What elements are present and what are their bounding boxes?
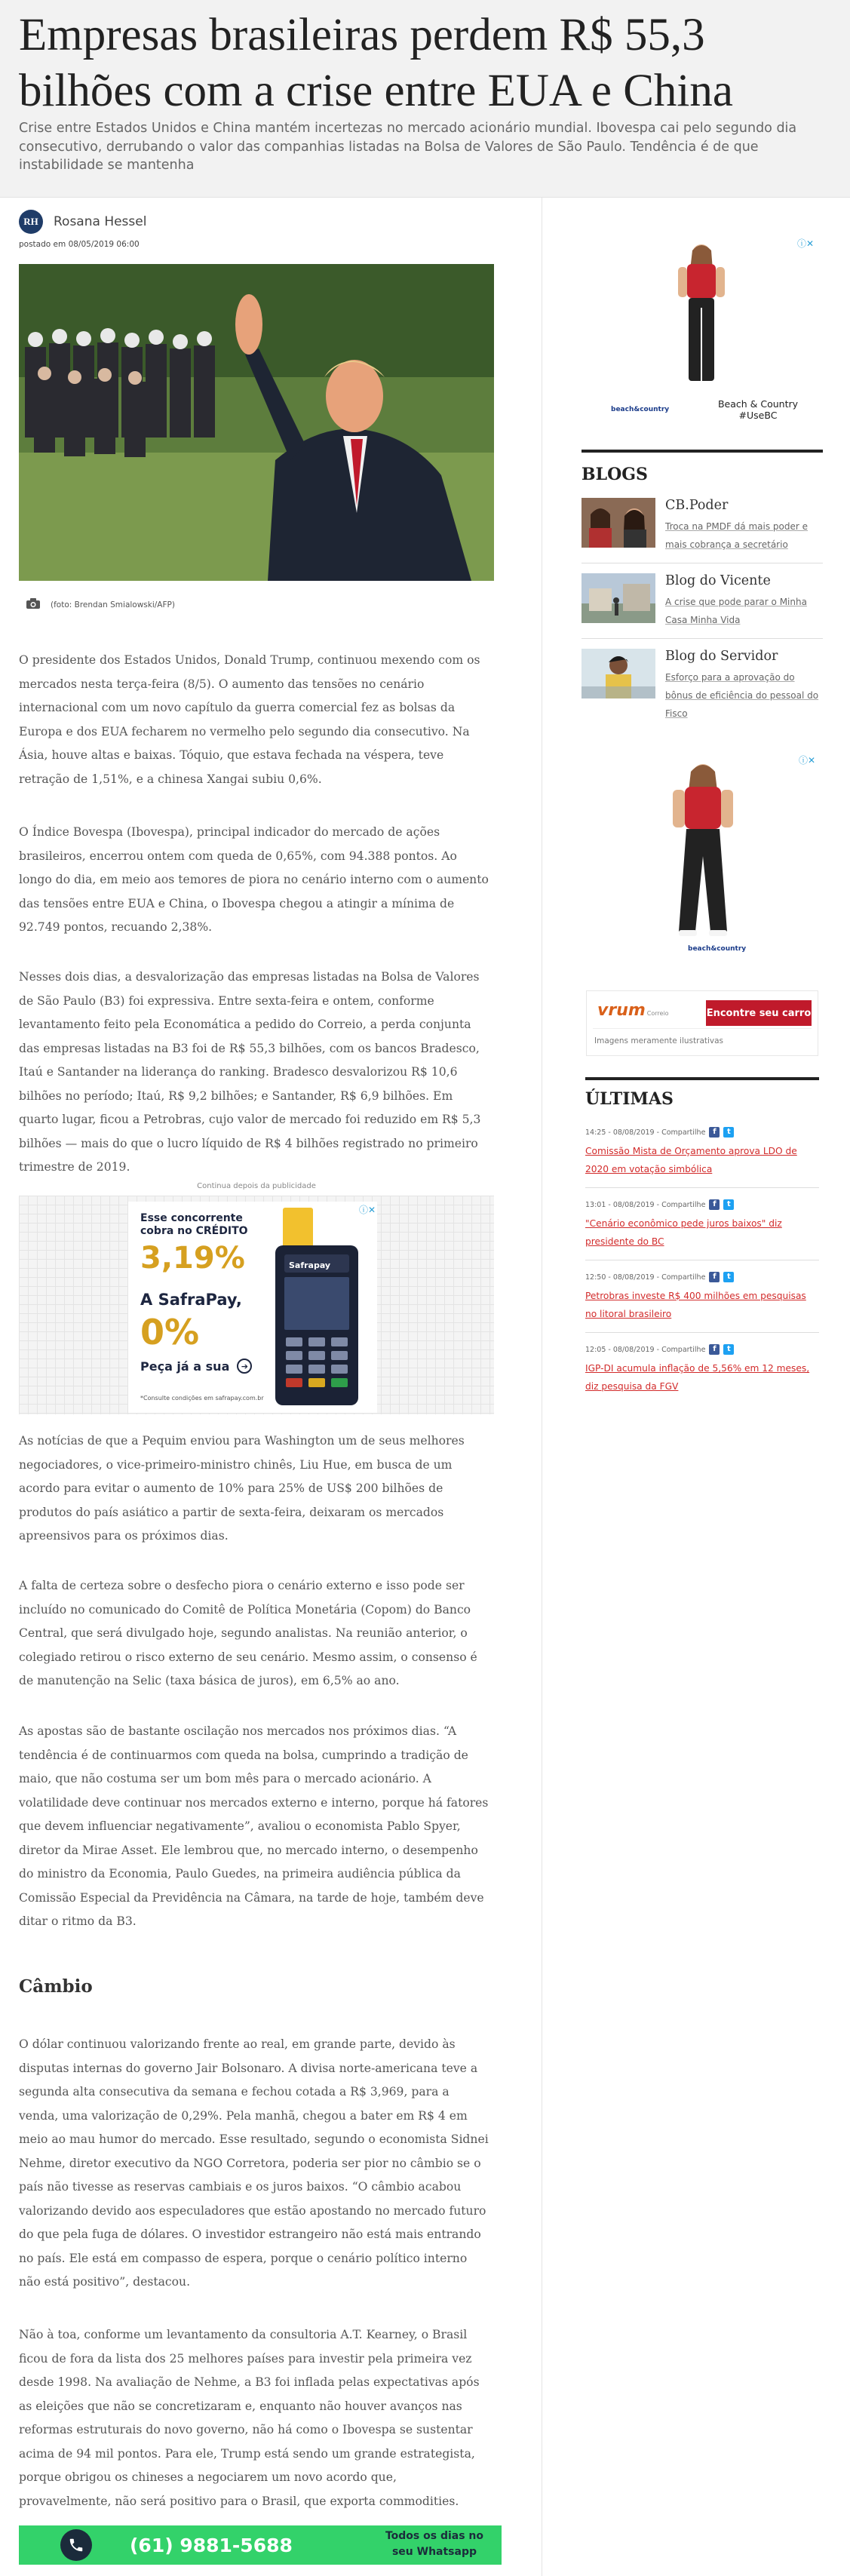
paragraph: As apostas são de bastante oscilação nos mercados nos próximos dias. “A tendência é de continuarmos com queda na bolsa, cumprindo a tradição de maio, que não costuma ser um bom mês para o mercado acionário. A volatilidade deve continuar nos mercados externo e interno, porque há fatores que devem influenciar negativamente”, avaliou o economista Pablo Spyer, diretor da Mirae Asset. Ele lembrou que, no mercado interno, o desempenho do ministro da Economia, Paulo Guedes, na primeira audiência pública da Comissão Especial da Previdência na Câmara, na tarde de hoje, também deve ditar o ritmo da B3. <box>19 1724 489 1928</box>
latest-time: 12:50 - 08/08/2019 - <box>585 1273 660 1282</box>
latest-meta <box>585 1344 819 1355</box>
blog-divider <box>581 638 823 639</box>
paragraph: O Índice Bovespa (Ibovespa), principal indicador do mercado de ações brasileiros, encerrou ontem com queda de 0,65%, com 94.388 pontos. Ao longo do dia, em meio aos temores de piora no cenário interno com o aumento das tensões entre EUA e China, o Ibovespa chegou a atingir a mínima de 92.749 pontos, recuando 2,38%. <box>19 825 489 934</box>
model-figure-icon <box>658 758 748 939</box>
blog-name[interactable]: CB.Poder <box>665 498 729 513</box>
facebook-icon[interactable]: f <box>709 1199 720 1210</box>
ad-rate: 3,19% <box>140 1241 245 1276</box>
sidebar-ad-beach-country-2[interactable] <box>586 751 820 962</box>
latest-item[interactable] <box>585 1127 819 1178</box>
ad-brand-line: A SafraPay, <box>140 1291 242 1309</box>
photo-caption <box>26 598 175 611</box>
paragraph: Não à toa, conforme um levantamento da consultoria A.T. Kearney, o Brasil ficou de fora da lista dos 25 melhores países para investir pela primeira vez desde 1998. Na avaliação de Nehme, a B3 foi inflada pelas expectativas após as eleições que não se concretizaram e, enquanto não houver avanços nas reformas estruturais do novo governo, não há como o Ibovespa se sustentar acima de 94 mil pontos. Para ele, Trump está sendo um grande estrategista, porque obrigou os chineses a negociarem um novo acordo que, provavelmente, não será positivo para o Brasil, que exporta commodities. <box>19 2328 480 2508</box>
ad-headline: Esse concorrente cobra no CRÉDITO <box>140 1212 248 1237</box>
find-car-button[interactable]: Encontre seu carro <box>706 1000 812 1026</box>
ad-label: Continua depois da publicidade <box>197 1182 316 1190</box>
twitter-icon[interactable]: t <box>723 1344 734 1355</box>
blog-description[interactable]: A crise que pode parar o Minha Casa Minha Vida <box>665 597 807 625</box>
ad-cta[interactable] <box>140 1359 252 1374</box>
paragraph: As notícias de que a Pequim enviou para Washington um de seus melhores negociadores, o vice-primeiro-ministro chinês, Liu Hue, em busca de um acordo para evitar o aumento de 10% para 25% de US$ 200 bilhões de produtos do país asiático a partir de sexta-feira, deixaram os mercados apreensivos para os próximos dias. <box>19 1434 465 1543</box>
author-avatar[interactable]: RH <box>19 210 43 234</box>
twitter-icon[interactable]: t <box>723 1199 734 1210</box>
latest-time: 14:25 - 08/08/2019 - <box>585 1128 660 1137</box>
blog-name[interactable]: Blog do Servidor <box>665 649 778 664</box>
brand-logo: beach&country <box>688 945 747 953</box>
blog-description[interactable]: Troca na PMDF dá mais poder e mais cobrança a secretário <box>665 521 808 550</box>
paragraph: Nesses dois dias, a desvalorização das empresas listadas na Bolsa de Valores de São Paulo (B3) foi expressiva. Entre sexta-feira e ontem, conforme levantamento feito pela Economática a pedido do Correio, a perda conjunta das empresas listadas na B3 foi de R$ 55,3 bilhões, com os bancos Bradesco, Itaú e Santander na liderança do ranking. Bradesco desvalorizou R$ 10,6 bilhões no período; Itaú, R$ 9,2 bilhões; e Santander, R$ 6,9 bilhões. Em quarto lugar, ficou a Petrobras, cujo valor de mercado foi reduzido em R$ 5,3 bilhões — mais do que o lucro líquido de R$ 4 bilhões registrado no primeiro trimestre de 2019. <box>19 970 481 1174</box>
share-label: Compartilhe <box>661 1345 706 1354</box>
latest-time: 12:05 - 08/08/2019 - <box>585 1345 660 1354</box>
blogs-rule <box>581 450 823 453</box>
latest-item[interactable] <box>585 1344 819 1395</box>
blogs-title: BLOGS <box>581 465 648 484</box>
vrum-car-ad[interactable] <box>586 990 818 1056</box>
post-date: postado em 08/05/2019 06:00 <box>19 240 140 249</box>
photo-credit: (foto: Brendan Smialowski/AFP) <box>51 600 175 609</box>
blog-thumbnail[interactable] <box>581 498 655 548</box>
ad-info-icon[interactable]: ⓘ✕ <box>798 755 815 766</box>
model-figure-icon <box>667 240 735 391</box>
facebook-icon[interactable]: f <box>709 1344 720 1355</box>
car-ad-note: Imagens meramente ilustrativas <box>594 1036 724 1045</box>
twitter-icon[interactable]: t <box>723 1127 734 1138</box>
facebook-icon[interactable]: f <box>709 1127 720 1138</box>
card-machine-icon <box>268 1208 366 1408</box>
sidebar-ad-beach-country[interactable] <box>585 234 818 426</box>
whatsapp-banner[interactable] <box>19 2525 502 2565</box>
section-heading: Câmbio <box>19 1976 93 1997</box>
byline <box>19 210 146 234</box>
latest-time: 13:01 - 08/08/2019 - <box>585 1200 660 1209</box>
device-brand: Safrapay <box>289 1260 331 1270</box>
article-photo <box>19 264 494 581</box>
blog-thumbnail[interactable] <box>581 649 655 698</box>
facebook-icon[interactable]: f <box>709 1272 720 1282</box>
paragraph: O dólar continuou valorizando frente ao real, em grande parte, devido às disputas internas do governo Jair Bolsonaro. A divisa norte-americana teve a segunda alta consecutiva da semana e fechou cotada a R$ 3,969, para a venda, uma valorização de 0,29%. Pela manhã, chegou a bater em R$ 4 em meio ao mau humor do mercado. Esse resultado, segundo o economista Sidnei Nehme, diretor executivo da NGO Corretora, poderia ser pior no câmbio se o país não tivesse as reservas cambiais e os juros baixos. “O câmbio acabou valorizando devido aos especuladores que estão apostando no mercado futuro do que pela fuga de dólares. O investidor estrangeiro não está mais entrando no país. Ele está em compasso de espera, porque o cenário político interno não está positivo”, destacou. <box>19 2037 489 2289</box>
blog-thumbnail[interactable] <box>581 573 655 623</box>
latest-item[interactable] <box>585 1199 819 1251</box>
vrum-logo[interactable] <box>597 1001 669 1020</box>
latest-link[interactable]: Comissão Mista de Orçamento aprova LDO de 2020 em votação simbólica <box>585 1146 797 1174</box>
whatsapp-note: Todos os dias no seu Whatsapp <box>385 2530 484 2558</box>
article-title: Empresas brasileiras perdem R$ 55,3 bilhões com a crise entre EUA e China <box>19 10 733 116</box>
vrum-logo-text: vrum <box>597 1001 646 1020</box>
blog-item-servidor[interactable] <box>581 649 823 717</box>
latest-title: ÚLTIMAS <box>585 1089 674 1109</box>
brand-logo: beach&country <box>611 406 670 413</box>
ad-info-icon[interactable]: ⓘ✕ <box>796 238 814 249</box>
latest-divider <box>585 1187 819 1188</box>
arrow-right-icon: ➔ <box>237 1359 252 1374</box>
vrum-logo-sub: Correio <box>646 1010 669 1017</box>
latest-item[interactable] <box>585 1272 819 1323</box>
ad-text: Beach & Country #UseBC <box>717 398 799 421</box>
camera-icon <box>26 598 40 611</box>
ad-info-icon[interactable]: ⓘ✕ <box>358 1205 376 1215</box>
blog-description[interactable]: Esforço para a aprovação do bônus de eficiência do pessoal do Fisco <box>665 672 819 719</box>
latest-rule <box>585 1077 819 1080</box>
latest-link[interactable]: "Cenário econômico pede juros baixos" diz presidente do BC <box>585 1218 782 1247</box>
car-ad-header <box>593 997 812 1029</box>
paragraph: O presidente dos Estados Unidos, Donald Trump, continuou mexendo com os mercados nesta terça-feira (8/5). O aumento das tensões no cenário internacional com um novo capítulo da guerra comercial fez as bolsas da Europa e dos EUA fecharem no vermelho pelo segundo dia consecutivo. Na Ásia, houve altas e baixas. Tóquio, que estava fechada na véspera, teve retração de 1,51%, e a chinesa Xangai subiu 0,6%. <box>19 653 480 786</box>
article-header <box>0 0 850 198</box>
share-label: Compartilhe <box>661 1128 706 1137</box>
whatsapp-phone[interactable]: (61) 9881-5688 <box>130 2534 293 2556</box>
latest-divider <box>585 1332 819 1333</box>
share-label: Compartilhe <box>661 1200 706 1209</box>
latest-meta <box>585 1127 819 1138</box>
inline-ad[interactable] <box>19 1196 494 1414</box>
blog-item-cb-poder[interactable] <box>581 498 823 566</box>
author-name[interactable]: Rosana Hessel <box>54 214 147 229</box>
ad-cta-label: Peça já a sua <box>140 1359 230 1374</box>
ad-footnote: *Consulte condições em safrapay.com.br <box>140 1395 264 1402</box>
latest-link[interactable]: IGP-DI acumula inflação de 5,56% em 12 meses, diz pesquisa da FGV <box>585 1363 810 1392</box>
paragraph: A falta de certeza sobre o desfecho piora o cenário externo e isso pode ser incluído no comunicado do Comitê de Política Monetária (Copom) do Banco Central, que será divulgado hoje, segundo analistas. Na reunião anterior, o colegiado retirou o risco externo de seu cenário. Mesmo assim, o consenso é de manutenção na Selic (taxa básica de juros), em 6,5% ao ano. <box>19 1579 477 1687</box>
latest-meta <box>585 1199 819 1210</box>
share-label: Compartilhe <box>661 1273 706 1282</box>
phone-icon <box>60 2529 92 2561</box>
twitter-icon[interactable]: t <box>723 1272 734 1282</box>
latest-link[interactable]: Petrobras investe R$ 400 milhões em pesquisas no litoral brasileiro <box>585 1291 806 1319</box>
blog-item-vicente[interactable] <box>581 573 823 641</box>
blog-name[interactable]: Blog do Vicente <box>665 573 771 588</box>
ad-zero-rate: 0% <box>140 1312 200 1352</box>
latest-meta <box>585 1272 819 1282</box>
safrapay-ad[interactable] <box>128 1202 377 1413</box>
article-subtitle: Crise entre Estados Unidos e China mantém incertezas no mercado acionário mundial. Ibovespa cai pelo segundo dia consecutivo, derrubando o valor das companhias listadas na Bolsa de Valores de São Paulo. Tendência é de que instabilidade se mantenha <box>19 121 797 173</box>
